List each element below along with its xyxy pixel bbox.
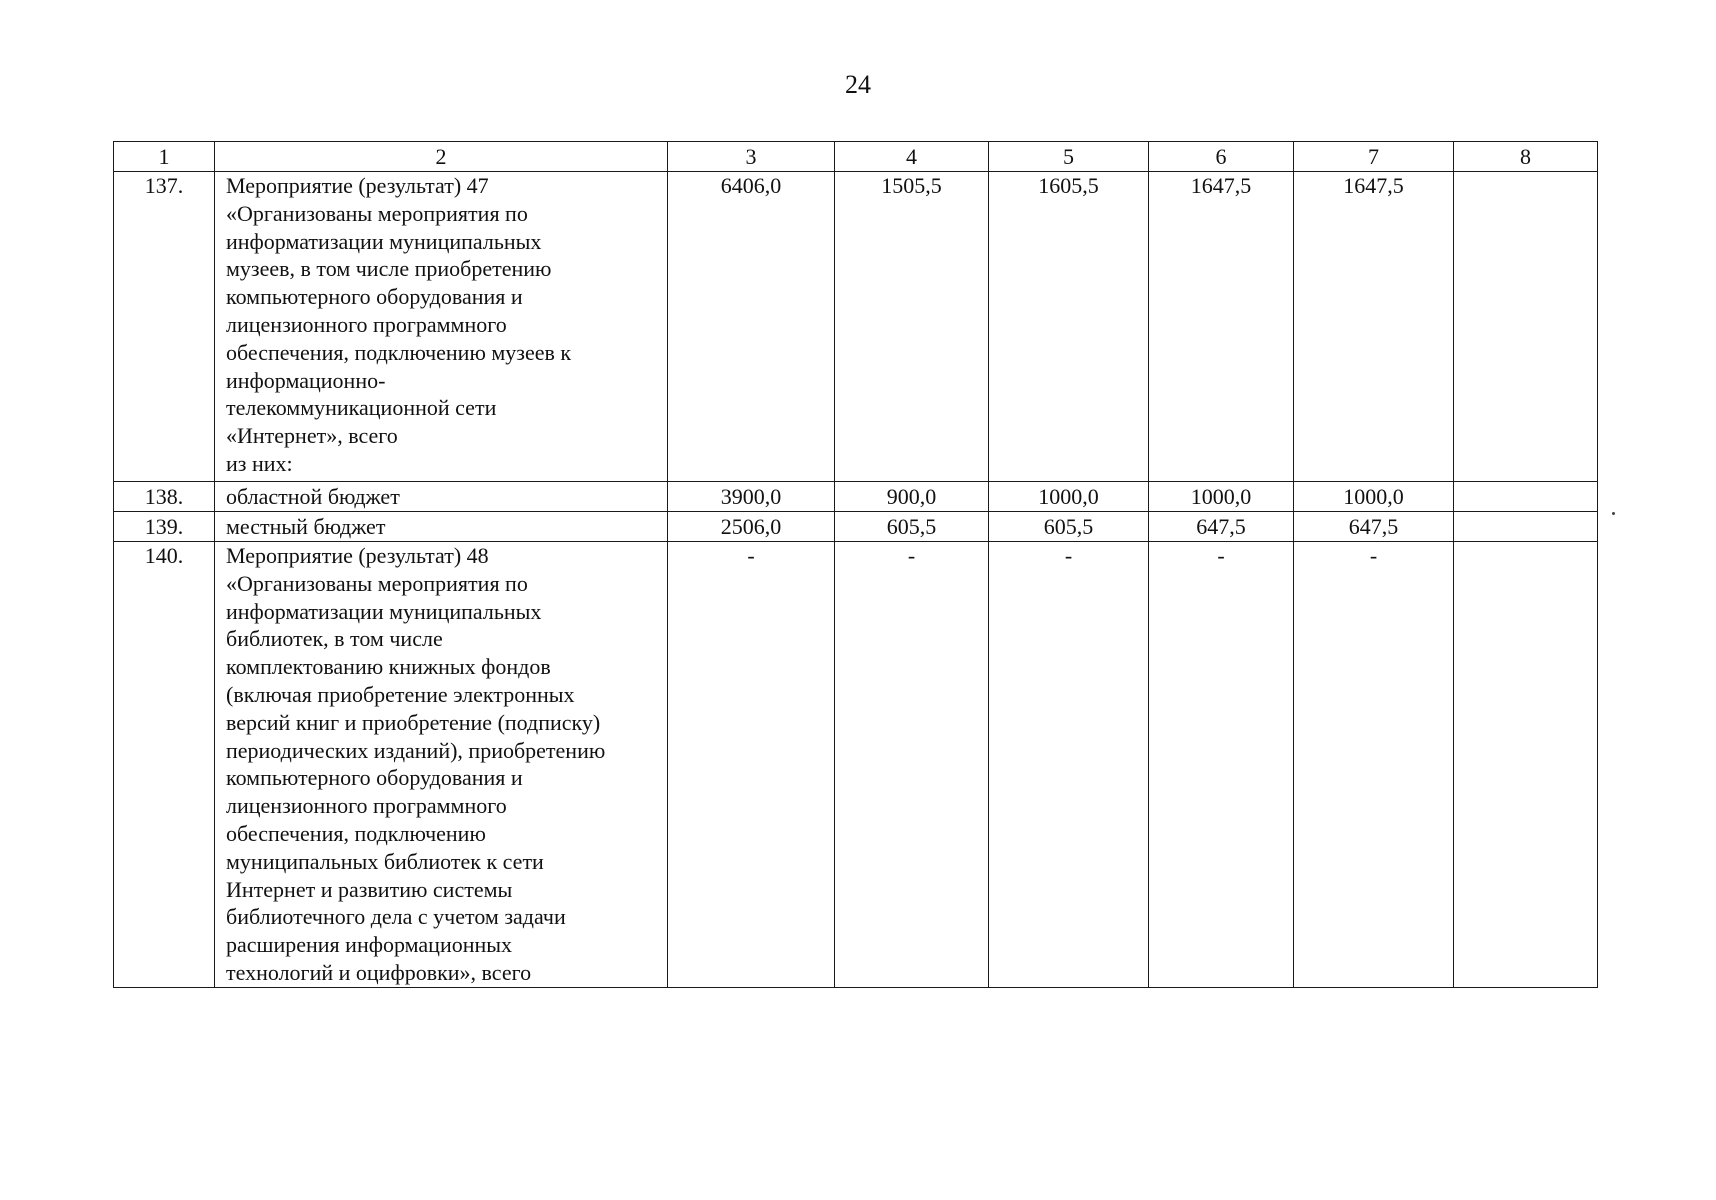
table-row — [114, 542, 1598, 988]
value-cell: 605,5 — [989, 512, 1149, 542]
row-name-cell: местный бюджет — [215, 512, 668, 542]
value-cell — [1454, 512, 1598, 542]
value-cell: - — [1294, 542, 1454, 988]
value-cell: 900,0 — [835, 482, 989, 512]
row-number-cell: 139. — [114, 512, 215, 542]
header-cell: 7 — [1294, 142, 1454, 172]
page-number: 24 — [845, 70, 871, 99]
row-number-cell: 140. — [114, 542, 215, 988]
header-cell: 8 — [1454, 142, 1598, 172]
header-cell: 5 — [989, 142, 1149, 172]
value-cell: 605,5 — [835, 512, 989, 542]
value-cell: 1647,5 — [1294, 172, 1454, 482]
row-number-cell: 137. — [114, 172, 215, 482]
header-cell: 4 — [835, 142, 989, 172]
scan-speck — [1612, 512, 1615, 515]
value-cell: 1000,0 — [989, 482, 1149, 512]
value-cell: - — [989, 542, 1149, 988]
value-cell: 1605,5 — [989, 172, 1149, 482]
header-cell: 1 — [114, 142, 215, 172]
value-cell: 1000,0 — [1294, 482, 1454, 512]
header-cell: 3 — [668, 142, 835, 172]
row-name-cell: областной бюджет — [215, 482, 668, 512]
table-header-row — [114, 142, 1598, 172]
row-number-cell: 138. — [114, 482, 215, 512]
value-cell: 1647,5 — [1149, 172, 1294, 482]
value-cell — [1454, 172, 1598, 482]
table-row — [114, 172, 1598, 482]
value-cell: - — [668, 542, 835, 988]
value-cell: 2506,0 — [668, 512, 835, 542]
value-cell: - — [1149, 542, 1294, 988]
row-name-cell: Мероприятие (результат) 47 «Организованы мероприятия по информатизации муниципальных музеев, в том числе приобретению компьютерного оборудования и лицензионного программного обеспечения, подключению музеев к информационно- телекоммуникационной сети «Интернет», всего из них: — [215, 172, 668, 482]
header-cell: 6 — [1149, 142, 1294, 172]
value-cell: 6406,0 — [668, 172, 835, 482]
value-cell: 3900,0 — [668, 482, 835, 512]
value-cell: 647,5 — [1294, 512, 1454, 542]
value-cell: - — [835, 542, 989, 988]
value-cell: 647,5 — [1149, 512, 1294, 542]
budget-table — [113, 141, 1598, 988]
value-cell — [1454, 542, 1598, 988]
table-row — [114, 482, 1598, 512]
table-row — [114, 512, 1598, 542]
value-cell: 1000,0 — [1149, 482, 1294, 512]
header-cell: 2 — [215, 142, 668, 172]
row-name-cell: Мероприятие (результат) 48 «Организованы мероприятия по информатизации муниципальных библиотек, в том числе комплектованию книжных фондов (включая приобретение электронных версий книг и приобретение (подписку) периодических изданий), приобретению компьютерного оборудования и лицензионного программного обеспечения, подключению муниципальных библиотек к сети Интернет и развитию системы библиотечного дела с учетом задачи расширения информационных технологий и оцифровки», всего — [215, 542, 668, 988]
value-cell — [1454, 482, 1598, 512]
value-cell: 1505,5 — [835, 172, 989, 482]
